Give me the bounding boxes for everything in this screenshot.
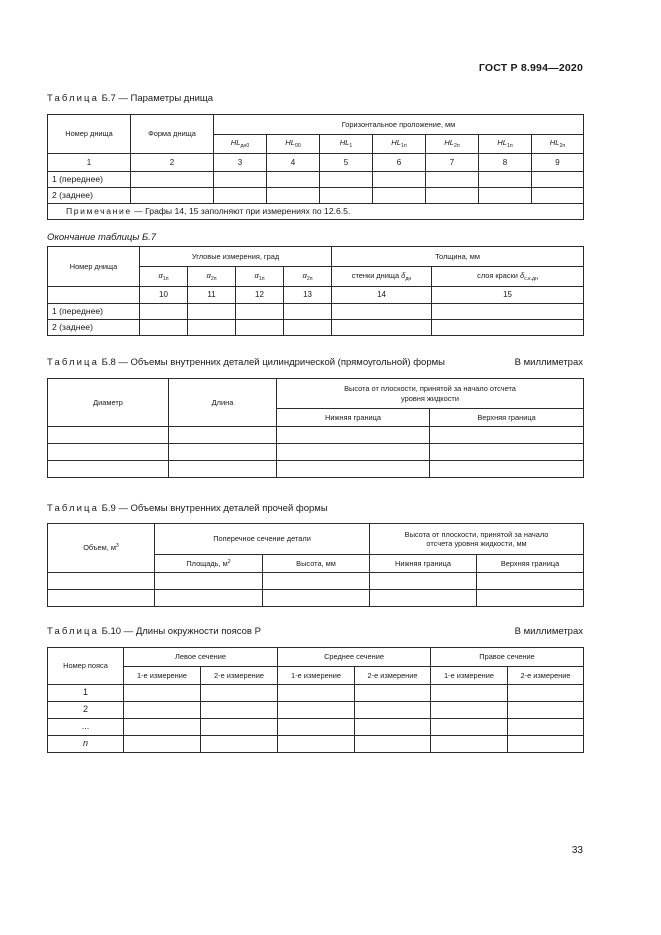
table-cell bbox=[263, 590, 370, 607]
table-cell bbox=[188, 320, 236, 336]
header-line: Высота от плоскости, принятой за начало отсчета bbox=[344, 384, 516, 394]
column-number: 1 bbox=[48, 154, 131, 172]
caption-word: Таблица bbox=[47, 626, 99, 637]
table-cell bbox=[320, 172, 373, 188]
table-cell bbox=[124, 719, 201, 736]
header-measure-2: 2-е измерение bbox=[355, 667, 431, 685]
table-row bbox=[48, 685, 584, 702]
table-cell bbox=[355, 702, 431, 719]
symbol: HL bbox=[497, 138, 507, 148]
table-cell bbox=[373, 188, 426, 204]
row-label: 2 bbox=[48, 702, 124, 719]
table-cell bbox=[332, 304, 432, 320]
caption-text: Б.10 — Длины окружности поясов Р bbox=[101, 626, 261, 637]
table-cell bbox=[124, 736, 201, 753]
symbol-sub: дн bbox=[405, 275, 412, 282]
header-angles: Угловые измерения, град bbox=[140, 247, 332, 267]
table-cell bbox=[278, 702, 355, 719]
table-cell bbox=[508, 685, 584, 702]
column-number: 3 bbox=[214, 154, 267, 172]
table-cell bbox=[278, 736, 355, 753]
table-cell bbox=[370, 590, 477, 607]
table-cell bbox=[426, 172, 479, 188]
column-number: 11 bbox=[188, 287, 236, 304]
table-b7 bbox=[47, 114, 584, 220]
superscript: 3 bbox=[115, 543, 119, 550]
header-bottom-form: Форма днища bbox=[131, 115, 214, 154]
symbol-sub: 2п bbox=[454, 143, 460, 150]
table-cell bbox=[508, 719, 584, 736]
header-left-section: Левое сечение bbox=[124, 648, 278, 667]
table-cell bbox=[267, 188, 320, 204]
table-cell bbox=[479, 172, 532, 188]
table-cell bbox=[284, 320, 332, 336]
table-row bbox=[48, 188, 584, 204]
table-cell bbox=[278, 719, 355, 736]
header-paint-label: слоя краски bbox=[477, 270, 518, 280]
column-number: 15 bbox=[432, 287, 584, 304]
header-line: отсчета уровня жидкости, мм bbox=[426, 539, 527, 548]
column-number: 4 bbox=[267, 154, 320, 172]
document-code: ГОСТ Р 8.994—2020 bbox=[478, 62, 583, 74]
table-cell bbox=[355, 685, 431, 702]
table-row bbox=[48, 304, 584, 320]
header-horizontal: Горизонтальное проложение, мм bbox=[214, 115, 584, 135]
table-cell bbox=[124, 702, 201, 719]
table-cell bbox=[48, 573, 155, 590]
table-cell bbox=[373, 172, 426, 188]
header-volume-label: Объем, м bbox=[83, 543, 116, 553]
table-cell bbox=[267, 172, 320, 188]
table-cell bbox=[201, 685, 278, 702]
header-wall-label: стенки днища bbox=[351, 270, 400, 280]
row-label: 2 (заднее) bbox=[48, 320, 140, 336]
symbol-sub: 1п bbox=[507, 143, 513, 150]
row-label: 1 bbox=[48, 685, 124, 702]
table-cell bbox=[355, 719, 431, 736]
column-number: 12 bbox=[236, 287, 284, 304]
symbol: δ bbox=[401, 270, 406, 280]
table-cell bbox=[430, 427, 584, 444]
header-hl-4 bbox=[426, 135, 479, 154]
table-b10 bbox=[47, 647, 584, 753]
header-hl-0 bbox=[214, 135, 267, 154]
header-area-label: Площадь, м bbox=[186, 558, 228, 568]
header-area bbox=[155, 555, 263, 573]
table-cell bbox=[201, 736, 278, 753]
table-row bbox=[48, 573, 584, 590]
table-cell bbox=[431, 719, 508, 736]
symbol: HL bbox=[339, 138, 350, 148]
table-cell bbox=[236, 304, 284, 320]
symbol-sub: 2п bbox=[559, 143, 566, 150]
column-number: 7 bbox=[426, 154, 479, 172]
table-cell bbox=[532, 188, 584, 204]
symbol-sub: 00 bbox=[294, 143, 301, 150]
symbol-sub: 2п bbox=[306, 275, 313, 282]
header-line: Высота от плоскости, принятой за начало bbox=[404, 529, 549, 539]
header-right-section: Правое сечение bbox=[431, 648, 584, 667]
table-cell bbox=[430, 444, 584, 461]
header-height-from-plane bbox=[277, 379, 584, 409]
symbol: HL bbox=[444, 138, 454, 148]
page-number: 33 bbox=[571, 845, 583, 856]
symbol: HL bbox=[230, 138, 241, 148]
symbol-sub: с.к.дн bbox=[524, 275, 538, 282]
table-cell bbox=[277, 427, 430, 444]
table-cell bbox=[320, 188, 373, 204]
table-cell bbox=[431, 685, 508, 702]
table-cell bbox=[214, 172, 267, 188]
table-cell bbox=[508, 702, 584, 719]
table-row bbox=[48, 590, 584, 607]
table-cell bbox=[131, 188, 214, 204]
header-lower-bound: Нижняя граница bbox=[370, 555, 477, 573]
caption-word: Таблица bbox=[47, 93, 99, 104]
superscript: 2 bbox=[227, 558, 231, 565]
symbol: α bbox=[254, 270, 259, 280]
header-angle-2 bbox=[236, 267, 284, 287]
table-cell bbox=[479, 188, 532, 204]
table-cell bbox=[284, 304, 332, 320]
table-row bbox=[48, 702, 584, 719]
header-angle-1 bbox=[188, 267, 236, 287]
table-cell bbox=[48, 287, 140, 304]
table-row bbox=[48, 444, 584, 461]
table-cell bbox=[124, 685, 201, 702]
table-b8-caption bbox=[47, 357, 445, 368]
table-row bbox=[48, 172, 584, 188]
table-cell bbox=[430, 461, 584, 478]
caption-text: Б.9 — Объемы внутренних деталей прочей формы bbox=[101, 503, 328, 514]
table-row bbox=[48, 461, 584, 478]
table-cell bbox=[426, 188, 479, 204]
caption-word: Таблица bbox=[47, 357, 99, 368]
header-bottom-number: Номер днища bbox=[48, 247, 140, 287]
symbol: α bbox=[206, 270, 211, 280]
header-thickness: Толщина, мм bbox=[332, 247, 584, 267]
header-measure-1: 1-е измерение bbox=[431, 667, 508, 685]
header-hl-1 bbox=[267, 135, 320, 154]
table-cell bbox=[169, 444, 277, 461]
caption-word: Таблица bbox=[47, 503, 99, 514]
header-hl-3 bbox=[373, 135, 426, 154]
row-label: 1 (переднее) bbox=[48, 172, 131, 188]
header-measure-2: 2-е измерение bbox=[508, 667, 584, 685]
table-b7-caption bbox=[47, 93, 213, 104]
table-cell bbox=[155, 590, 263, 607]
row-label: 1 (переднее) bbox=[48, 304, 140, 320]
symbol: HL bbox=[391, 138, 401, 148]
header-line: уровня жидкости bbox=[401, 393, 459, 403]
table-cell bbox=[140, 304, 188, 320]
table-b8-unit: В миллиметрах bbox=[514, 357, 583, 368]
row-label: ... bbox=[48, 719, 124, 736]
column-number: 9 bbox=[532, 154, 584, 172]
table-cell bbox=[355, 736, 431, 753]
row-label: 2 (заднее) bbox=[48, 188, 131, 204]
table-cell bbox=[431, 702, 508, 719]
header-hl-5 bbox=[479, 135, 532, 154]
header-height: Высота, мм bbox=[263, 555, 370, 573]
table-row bbox=[48, 427, 584, 444]
header-cross-section: Поперечное сечение детали bbox=[155, 524, 370, 555]
table-cell bbox=[48, 444, 169, 461]
symbol-sub: 1п bbox=[258, 275, 265, 282]
table-cell bbox=[332, 320, 432, 336]
column-number: 14 bbox=[332, 287, 432, 304]
column-number: 6 bbox=[373, 154, 426, 172]
symbol-sub: 1 bbox=[349, 143, 353, 150]
table-cell bbox=[48, 427, 169, 444]
table-cell bbox=[236, 320, 284, 336]
table-cell bbox=[532, 172, 584, 188]
symbol-sub: 1п bbox=[401, 143, 407, 150]
header-measure-2: 2-е измерение bbox=[201, 667, 278, 685]
table-cell bbox=[277, 461, 430, 478]
column-number: 5 bbox=[320, 154, 373, 172]
table-cell bbox=[477, 590, 584, 607]
header-paint bbox=[432, 267, 584, 287]
header-diameter: Диаметр bbox=[48, 379, 169, 427]
table-cell bbox=[278, 685, 355, 702]
table-b9 bbox=[47, 523, 584, 607]
column-number: 8 bbox=[479, 154, 532, 172]
table-cell bbox=[431, 736, 508, 753]
table-cell bbox=[214, 188, 267, 204]
table-cell bbox=[432, 320, 584, 336]
header-lower-bound: Нижняя граница bbox=[277, 409, 430, 427]
table-row bbox=[48, 719, 584, 736]
header-wall bbox=[332, 267, 432, 287]
header-volume bbox=[48, 524, 155, 573]
symbol: HL bbox=[549, 138, 560, 148]
table-cell bbox=[169, 461, 277, 478]
table-b9-caption bbox=[47, 503, 328, 514]
table-b7-continuation-caption: Окончание таблицы Б.7 bbox=[47, 232, 157, 243]
table-b10-caption bbox=[47, 626, 261, 637]
symbol: α bbox=[302, 270, 307, 280]
table-cell bbox=[370, 573, 477, 590]
header-angle-0 bbox=[140, 267, 188, 287]
header-angle-3 bbox=[284, 267, 332, 287]
row-label: n bbox=[48, 736, 124, 753]
table-cell bbox=[201, 702, 278, 719]
header-measure-1: 1-е измерение bbox=[124, 667, 201, 685]
table-cell bbox=[201, 719, 278, 736]
header-belt-number: Номер пояса bbox=[48, 648, 124, 685]
header-middle-section: Среднее сечение bbox=[278, 648, 431, 667]
column-number: 10 bbox=[140, 287, 188, 304]
table-cell bbox=[263, 573, 370, 590]
table-b10-unit: В миллиметрах bbox=[514, 626, 583, 637]
symbol: δ bbox=[520, 270, 525, 280]
table-cell bbox=[277, 444, 430, 461]
table-cell bbox=[432, 304, 584, 320]
header-height-from-plane bbox=[370, 524, 584, 555]
caption-text: Б.7 — Параметры днища bbox=[101, 93, 214, 104]
table-row bbox=[48, 320, 584, 336]
table-cell bbox=[140, 320, 188, 336]
header-measure-1: 1-е измерение bbox=[278, 667, 355, 685]
note-text: — Графы 14, 15 заполняют при измерениях по 12.6.5. bbox=[134, 206, 351, 217]
table-cell bbox=[188, 304, 236, 320]
table-note bbox=[48, 204, 584, 220]
column-number: 13 bbox=[284, 287, 332, 304]
table-cell bbox=[477, 573, 584, 590]
column-number: 2 bbox=[131, 154, 214, 172]
table-cell bbox=[508, 736, 584, 753]
table-cell bbox=[48, 590, 155, 607]
header-upper-bound: Верхняя граница bbox=[477, 555, 584, 573]
header-upper-bound: Верхняя граница bbox=[430, 409, 584, 427]
table-cell bbox=[155, 573, 263, 590]
header-bottom-number: Номер днища bbox=[48, 115, 131, 154]
note-word: Примечание bbox=[66, 206, 132, 217]
symbol-sub: 1п bbox=[162, 275, 169, 282]
caption-text: Б.8 — Объемы внутренних деталей цилиндрической (прямоугольной) формы bbox=[101, 357, 445, 368]
table-row bbox=[48, 736, 584, 753]
table-cell bbox=[169, 427, 277, 444]
symbol-sub: дн0 bbox=[240, 143, 250, 150]
symbol: HL bbox=[285, 138, 295, 148]
header-hl-6 bbox=[532, 135, 584, 154]
header-hl-2 bbox=[320, 135, 373, 154]
table-cell bbox=[48, 461, 169, 478]
header-length: Длина bbox=[169, 379, 277, 427]
table-b8 bbox=[47, 378, 584, 478]
table-cell bbox=[131, 172, 214, 188]
symbol: α bbox=[158, 270, 163, 280]
symbol-sub: 2п bbox=[210, 275, 217, 282]
table-b7-continuation bbox=[47, 246, 584, 336]
